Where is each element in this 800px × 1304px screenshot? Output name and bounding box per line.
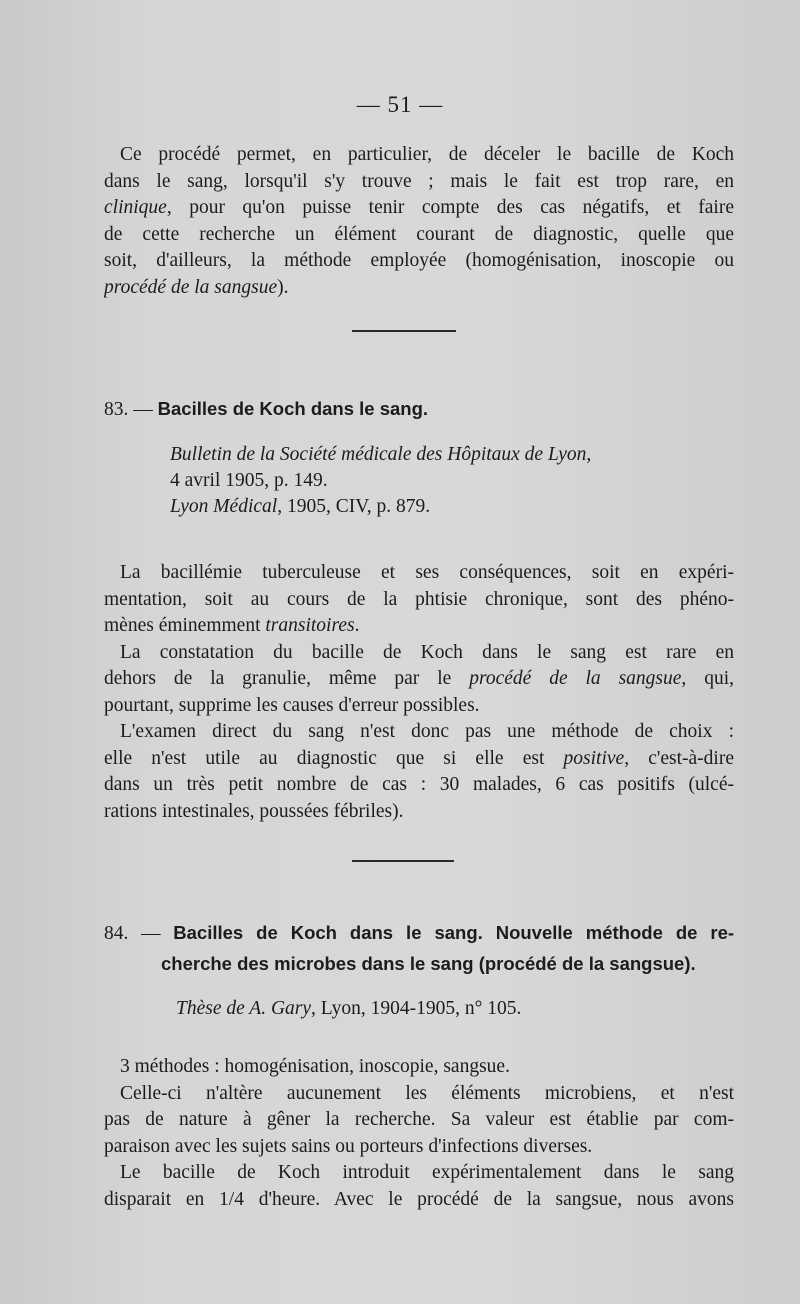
italic-text: clinique <box>104 197 167 218</box>
text-line <box>104 195 734 222</box>
italic-text: transitoires <box>265 615 355 636</box>
text-line: de cette recherche un élément courant de diagnostic, quelle que <box>104 223 734 245</box>
section-divider <box>352 860 454 862</box>
section-title: Bacilles de Koch dans le sang. <box>157 398 429 419</box>
text-line: soit, d'ailleurs, la méthode employée (homogénisation, inoscopie ou <box>104 250 734 271</box>
text-line: La bacillémie tuberculeuse et ses conséquences, soit en expéri- <box>120 562 734 583</box>
text-line <box>104 613 734 640</box>
text-line <box>104 275 734 302</box>
text-fragment: ). <box>277 276 289 298</box>
italic-text: procédé de la sangsue <box>104 276 278 298</box>
text-line: Ce procédé permet, en particulier, de déceler le bacille de Koch <box>120 144 734 165</box>
reference-line <box>176 996 736 1022</box>
text-line: dans le sang, lorsqu'il s'y trouve ; mais le fait est trop rare, en <box>104 170 734 192</box>
section-divider <box>352 330 456 332</box>
text-line: Celle-ci n'altère aucunement les éléments microbiens, et n'est <box>120 1082 734 1104</box>
text-line: disparait en 1/4 d'heure. Avec le procédé de la sangsue, nous avons <box>104 1188 734 1210</box>
section-dash: — <box>133 399 153 420</box>
section-83-references <box>170 442 730 520</box>
section-title-continued: cherche des microbes dans le sang (procédé de la sangsue). <box>161 953 696 974</box>
italic-text: positive <box>563 747 625 769</box>
page-number: — 51 — <box>356 92 444 117</box>
text-line: Le bacille de Koch introduit expérimentalement dans le sang <box>120 1162 734 1183</box>
text-fragment: mènes éminemment <box>104 615 266 636</box>
heading-line <box>104 918 734 949</box>
text-line: pas de nature à gêner la recherche. Sa valeur est établie par com- <box>104 1109 734 1130</box>
text-line: La constatation du bacille de Koch dans le sang est rare en <box>120 641 734 663</box>
section-number: 84. <box>104 923 129 944</box>
reference-line: 4 avril 1905, p. 149. <box>170 470 328 491</box>
section-84-reference <box>176 996 736 1022</box>
italic-text: procédé de la sangsue <box>469 668 682 689</box>
text-line: paraison avec les sujets sains ou porteurs d'infections diverses. <box>104 1135 593 1157</box>
text-line: pourtant, supprime les causes d'erreur possibles. <box>104 694 480 716</box>
journal-title: Bulletin de la Société médicale des Hôpitaux de Lyon, <box>170 444 592 465</box>
section-83-heading <box>104 394 734 425</box>
section-83-body <box>104 560 734 825</box>
reference-line <box>170 442 730 468</box>
text-line: rations intestinales, poussées fébriles). <box>104 800 404 822</box>
text-line <box>104 666 734 693</box>
section-84-heading <box>104 918 734 980</box>
section-title: Bacilles de Koch dans le sang. Nouvelle méthode de re- <box>173 922 734 943</box>
section-dash: — <box>141 923 161 944</box>
text-line: dans un très petit nombre de cas : 30 malades, 6 cas positifs (ulcé- <box>104 774 734 795</box>
text-fragment: , pour qu'on puisse tenir compte des cas négatifs, et faire <box>166 197 734 218</box>
text-line: 3 méthodes : homogénisation, inoscopie, sangsue. <box>120 1056 510 1077</box>
intro-paragraph <box>104 142 734 301</box>
section-number: 83. <box>104 399 129 420</box>
text-fragment: . <box>354 615 360 636</box>
text-fragment: , qui, <box>681 668 734 689</box>
thesis-title: Thèse de A. Gary <box>176 998 312 1019</box>
text-line: mentation, soit au cours de la phtisie chronique, sont des phéno- <box>104 588 734 610</box>
text-fragment: , c'est-à-dire <box>624 747 734 769</box>
heading-line <box>104 949 734 980</box>
text-line <box>104 746 734 773</box>
reference-line <box>170 494 730 520</box>
section-84-body <box>104 1054 734 1213</box>
text-fragment: , Lyon, 1904-1905, n° 105. <box>311 998 522 1019</box>
text-fragment: dehors de la granulie, même par le <box>104 668 470 689</box>
journal-title: Lyon Médical <box>170 496 278 517</box>
text-line: L'examen direct du sang n'est donc pas une méthode de choix : <box>120 721 734 742</box>
text-fragment: , 1905, CIV, p. 879. <box>277 496 431 517</box>
text-fragment: elle n'est utile au diagnostic que si elle est <box>104 747 564 769</box>
